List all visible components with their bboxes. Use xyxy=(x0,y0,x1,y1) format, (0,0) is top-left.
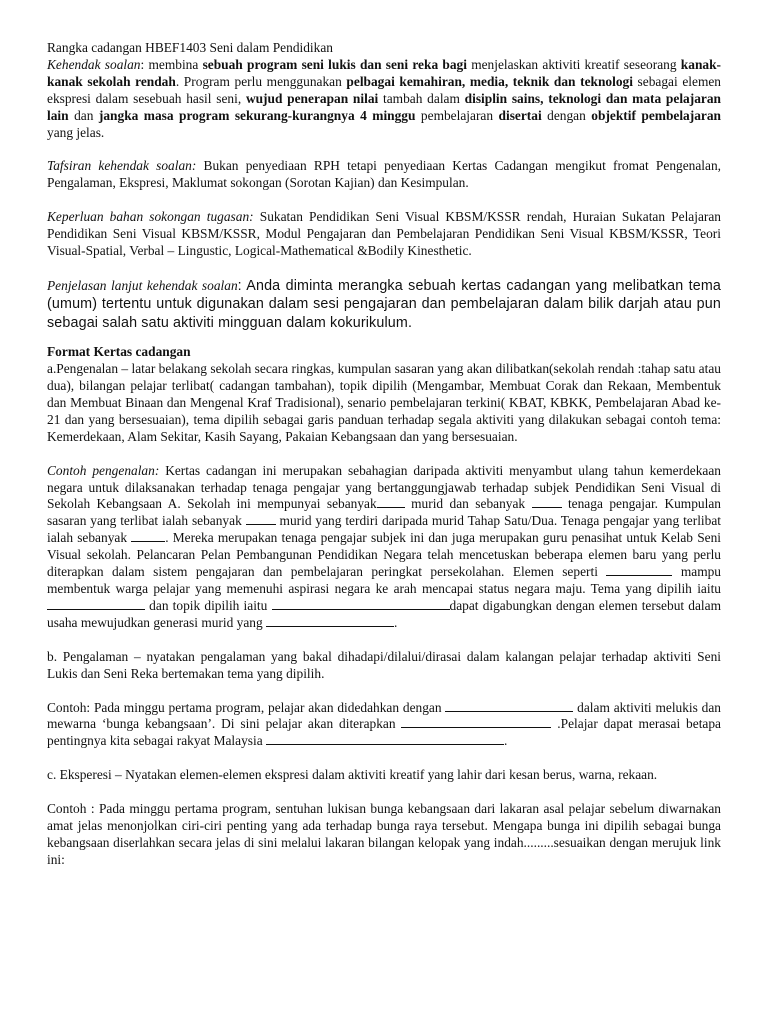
penjelasan-text: : Anda diminta merangka sebuah kertas cadangan yang melibatkan tema (umum) tertentu untuk digunakan dalam sesi pengajaran dan pembelajaran dalam bilik darjah atau pun sebagai salah satu aktiviti mingguan dalam kokurikulum. xyxy=(47,277,721,331)
text-run: tenaga pengajar. Kumpulan sasaran yang terlibat ialah sebanyak xyxy=(47,496,721,529)
kehendak-soalan-paragraph xyxy=(47,57,721,142)
spacer xyxy=(47,750,721,767)
text-run: Kertas cadangan ini merupakan sebahagian daripada aktiviti menyambut ulang tahun kemerdekaan negara untuk dilaksanakan terhadap tenaga pengajar yang bertanggungjawab terhadap subjek Pendidikan Seni Visual di Sekolah Kebangsaan A. Sekolah ini mempunyai sebanyak xyxy=(47,462,721,512)
text-run: sebagai elemen ekspresi dalam sesebuah hasil seni, xyxy=(47,73,721,106)
text-run: yang jelas. xyxy=(47,124,105,140)
text-run: . Program perlu menggunakan xyxy=(175,73,347,89)
contoh-ekspresi-paragraph: Contoh : Pada minggu pertama program, sentuhan lukisan bunga kebangsaan dari lakaran asal pelajar sebelum diwarnakan amat jelas menonjolkan ciri-ciri penting yang ada terhadap bunga raya tersebut. Mengapa bunga ini dipilih sebagai bunga kebangsaan diserlahkan secara jelas di sini melalui lakaran bilangan kelopak yang indah.........sesuaikan dengan merujuk link ini: xyxy=(47,801,721,867)
contoh-pengalaman-paragraph xyxy=(47,700,721,751)
keperluan-label: Keperluan bahan sokongan tugasan: xyxy=(47,209,254,225)
text-run: dalam aktiviti melukis dan mewarna ‘bunga kebangsaan’. Di sini pelajar akan diterapkan xyxy=(47,699,722,732)
text-run: dapat digabungkan dengan elemen tersebut dalam usaha mewujudkan generasi murid yang xyxy=(47,597,721,630)
fill-in-blank[interactable] xyxy=(401,716,551,728)
tafsiran-label: Tafsiran kehendak soalan: xyxy=(47,158,197,174)
fill-in-blank[interactable] xyxy=(606,564,672,576)
kehendak-soalan-label: Kehendak soalan xyxy=(47,56,141,72)
text-run: Contoh: Pada minggu pertama program, pelajar akan didedahkan dengan xyxy=(47,699,446,715)
spacer xyxy=(47,332,721,344)
text-run: dan xyxy=(68,107,99,123)
contoh-pengenalan-paragraph xyxy=(47,463,721,632)
spacer xyxy=(47,192,721,209)
bold-run: disiplin sains, teknologi dan mata pelajaran lain xyxy=(47,90,721,123)
ekspresi-paragraph: c. Eksperesi – Nyatakan elemen-elemen ekspresi dalam aktiviti kreatif yang lahir dari kesan berus, warna, rekaan. xyxy=(47,767,658,783)
text-run: murid yang terdiri daripada murid Tahap Satu/Dua. Tenaga pengajar yang terlibat ialah sebanyak xyxy=(47,513,721,546)
contoh-pengenalan-label: Contoh pengenalan: xyxy=(47,462,160,478)
pengalaman-paragraph: b. Pengalaman – nyatakan pengalaman yang bakal dihadapi/dilalui/dirasai dalam kalangan pelajar terhadap aktiviti Seni Lukis dan Seni Reka bertemakan tema yang dipilih. xyxy=(47,648,721,681)
keperluan-text: Sukatan Pendidikan Seni Visual KBSM/KSSR rendah, Huraian Sukatan Pelajaran Pendidikan Seni Visual KBSM/KSSR, Modul Pengajaran dan Pembelajaran Pendidikan Seni Visual KBSM/KSSR, Teori Visual-Spatial, Verbal – Lingustic, Logical-Mathematical &Bodily Kinesthetic. xyxy=(47,209,722,259)
fill-in-blank[interactable] xyxy=(266,615,394,627)
bold-run: jangka masa program sekurang-kurangnya 4 minggu xyxy=(98,107,416,123)
fill-in-blank[interactable] xyxy=(377,496,405,508)
tafsiran-paragraph xyxy=(47,158,721,192)
fill-in-blank[interactable] xyxy=(272,598,450,610)
penjelasan-label: Penjelasan lanjut kehendak soalan xyxy=(47,277,238,293)
fill-in-blank[interactable] xyxy=(445,700,573,712)
document-title: Rangka cadangan HBEF1403 Seni dalam Pendidikan xyxy=(47,40,333,55)
fill-in-blank[interactable] xyxy=(246,513,276,525)
text-run: . xyxy=(504,733,508,749)
text-run: . Mereka merupakan tenaga pengajar subjek ini dan juga merupakan guru penasihat untuk Kelab Seni Visual sekolah. Pelancaran Pelan Pembangunan Pendidikan Negara telah mencetuskan beberapa elemen baru yang perlu diterapkan dalam sistem pengajaran dan pembelajaran peringkat persekolahan. Elemen seperti xyxy=(47,530,722,580)
tafsiran-text: Bukan penyediaan RPH tetapi penyediaan Kertas Cadangan mengikut fromat Pengenalan, Pengalaman, Ekspresi, Maklumat sokongan (Sorotan Kajian) dan Kesimpulan. xyxy=(47,158,721,191)
penjelasan-paragraph xyxy=(47,277,721,332)
text-run: tambah dalam xyxy=(378,90,465,106)
spacer xyxy=(47,141,721,158)
text-run: . xyxy=(394,614,398,630)
bold-run: objektif pembelajaran xyxy=(591,107,721,123)
text-run: mampu membentuk warga pelajar yang memenuhi aspirasi negara ke arah mencapai status negara maju. Tema yang dipilih iaitu xyxy=(47,564,721,596)
bold-run: pelbagai kemahiran, media, teknik dan teknologi xyxy=(346,73,633,89)
fill-in-blank[interactable] xyxy=(131,530,165,542)
format-heading: Format Kertas cadangan xyxy=(47,344,191,360)
spacer xyxy=(47,683,721,700)
fill-in-blank[interactable] xyxy=(47,598,145,610)
text-run: dengan xyxy=(541,107,592,123)
spacer xyxy=(47,260,721,277)
text-run: murid dan sebanyak xyxy=(404,496,532,512)
keperluan-paragraph xyxy=(47,209,721,260)
text-run: menjelaskan aktiviti kreatif seseorang xyxy=(466,56,681,72)
bold-run: kanak-kanak sekolah rendah xyxy=(47,56,721,89)
bold-run: wujud penerapan nilai xyxy=(245,90,379,106)
fill-in-blank[interactable] xyxy=(266,733,504,745)
bold-run: sebuah program seni lukis dan seni reka bagi xyxy=(202,56,467,72)
pengenalan-paragraph: a.Pengenalan – latar belakang sekolah secara ringkas, kumpulan sasaran yang akan dilibatkan(sekolah rendah :tahap satu atau dua), bilangan pelajar terlibat( cadangan tambahan), topik dipilih (Mengambar, Membuat Corak dan Rekaan, Membentuk dan Membuat Binaan dan Mengenal Kraf Tradisional), senario pembelajaran terkini( KBAT, KBKK, Pembelajaran Abad ke-21 dan yang bersesuaian), tema dipilih sebagai garis panduan terhadap segala aktiviti yang dilakukan sebagai contoh tema: Kemerdekaan, Alam Sekitar, Kasih Sayang, Pakaian Kebangsaan dan yang bersesuaian. xyxy=(47,361,721,444)
spacer xyxy=(47,632,721,649)
text-run: pembelajaran xyxy=(415,107,499,123)
text-run: .Pelajar dapat merasai betapa pentingnya kita sebagai rakyat Malaysia xyxy=(47,716,721,749)
fill-in-blank[interactable] xyxy=(532,496,562,508)
text-run: : membina xyxy=(140,56,203,72)
text-run: dan topik dipilih iaitu xyxy=(145,597,272,613)
spacer xyxy=(47,446,721,463)
spacer xyxy=(47,784,721,801)
bold-run: disertai xyxy=(498,107,542,123)
